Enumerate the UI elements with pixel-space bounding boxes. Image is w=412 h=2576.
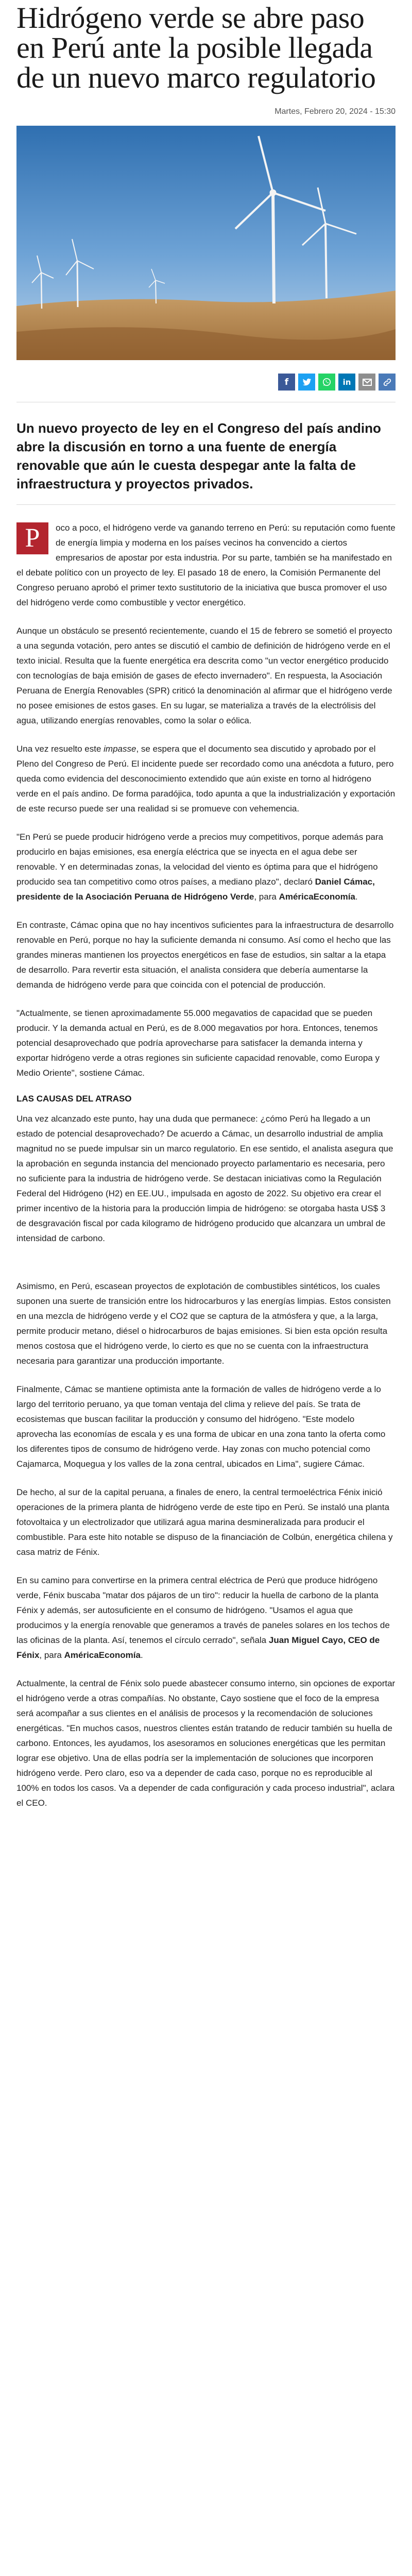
paragraph-10: De hecho, al sur de la capital peruana, a finales de enero, la central termoeléctrica Fénix inició operaciones de la primera planta de hidrógeno verde de este tipo en Perú. Se instaló una planta fotovoltaica y un electrolizador que utilizará agua marina desmineralizada para producir el combustible. Para este hito notable se dispuso de la financiación de Colbún, energética chilena y casa matriz de Fénix.	[16, 1487, 393, 1557]
paragraph-4-text-c: , para	[254, 892, 279, 902]
section-subhead: LAS CAUSAS DEL ATRASO	[16, 1094, 132, 1104]
paragraph-8: Asimismo, en Perú, escasean proyectos de explotación de combustibles sintéticos, los cuales suponen una suerte de transición entre los hidrocarburos y las energías limpias. Estos consisten en una mezcla de hidrógeno verde y el CO2 que se captura de la atmósfera y que, a la larga, permite producir metano, diésel o hidrocarburos de bajas emisiones. Si bien esta opción resulta menos costosa que el hidrógeno verde, lo cierto es que no se cuenta con la infraestructura necesaria para garantizar una producción importante.	[16, 1281, 391, 1366]
paragraph-11-bold-attribution: Juan Miguel Cayo, CEO de Fénix	[16, 1635, 380, 1660]
hero-image-wind-turbines	[16, 126, 396, 360]
paragraph-12: Actualmente, la central de Fénix solo puede abastecer consumo interno, sin opciones de exportar el hidrógeno verde a otras compañías. No obstante, Cayo sostiene que el foco de la empresa será acompañar a sus clientes en el análisis de procesos y la recomendación de soluciones energéticas. "En muchos casos, nuestros clientes están tratando de reducir también su huella de carbono. Entonces, les ayudamos, los asesoramos en soluciones energéticas que les permitan lograr ese objetivo. Una de ellas podría ser la implementación de soluciones que incorporen hidrógeno verde. Pero claro, eso va a depender de cada caso, porque no es reproducible al 100% en todos los casos. Va a depender de cada configuración y cada proceso industrial", aclara el CEO.	[16, 1679, 396, 1808]
paragraph-3-italic: impasse	[104, 744, 136, 754]
paragraph-1	[16, 520, 396, 610]
paragraph-11-text-e: .	[140, 1650, 143, 1660]
paragraph-3	[16, 741, 396, 816]
facebook-share-button[interactable]	[278, 374, 295, 391]
twitter-icon	[302, 378, 312, 387]
whatsapp-icon	[322, 377, 332, 387]
article-body	[16, 520, 396, 1810]
drop-cap: P	[16, 522, 48, 554]
divider	[16, 504, 396, 505]
copy-link-button[interactable]	[379, 374, 396, 391]
article-title: Hidrógeno verde se abre paso en Perú ante la posible llegada de un nuevo marco regulatorio	[16, 1, 376, 94]
whatsapp-share-button[interactable]	[318, 374, 335, 391]
linkedin-icon: in	[342, 377, 351, 387]
paragraph-9: Finalmente, Cámac se mantiene optimista ante la formación de valles de hidrógeno verde a lo largo del territorio peruano, ya que toman ventaja del clima y relieve del país. Se trata de ecosistemas que buscan facilitar la producción y consumo del hidrógeno. "Este modelo aprovecha las economías de escala y es una forma de ubicar en una zona tanto la oferta como los diferentes tipos de consumo de hidrógeno verde. Hay zonas con mucho potencial como Cajamarca, Moquegua y los valles de la zona central, ubicados en Lima", sugiere Cámac.	[16, 1384, 386, 1469]
paragraph-11-text-a: En su camino para convertirse en la primera central eléctrica de Perú que produce hidrógeno verde, Fénix buscaba "matar dos pájaros de un tiro": reducir la huella de carbono de la planta Fénix y además, ser autosuficiente en el consumo de hidrógeno. "Usamos el agua que producimos y la energía renovable que generamos a través de paneles solares en los techos de las oficinas de la planta. Así, tenemos el círculo cerrado", señala	[16, 1575, 390, 1645]
paragraph-2: Aunque un obstáculo se presentó recientemente, cuando el 15 de febrero se sometió el proyecto a una segunda votación, pero antes se discutió el cambio de definición de hidrógeno verde en el texto inicial. Resulta que la fuente energética era descrita como "un vector energético producido con tecnologías de baja emisión de gases de efecto invernadero". En respuesta, la Asociación Peruana de Energía Renovables (SPR) criticó la denominación al afirmar que el hidrógeno verde no posee emisiones de estos gases. En su lugar, se materializa a través de la electrólisis del agua, utilizando energías renovables, como la solar o eólica.	[16, 626, 392, 725]
paragraph-11-bold-publication: AméricaEconomía	[64, 1650, 141, 1660]
paragraph-7: Una vez alcanzado este punto, hay una duda que permanece: ¿cómo Perú ha llegado a un estado de potencial desaprovechado? De acuerdo a Cámac, un desarrollo industrial de amplia magnitud no se puede impulsar sin un marco regulatorio. En ese sentido, el analista asegura que la aprobación en segunda instancia del mencionado proyecto parlamentario es necesaria, pero no suficiente para la industria de hidrógeno verde. Se destacan iniciativas como la Regulación Federal del Hidrógeno (H2) en EE.UU., impulsada en agosto de 2022. Su objetivo era crear el primer incentivo de la historia para la producción limpia de hidrógeno: se otorgaba hasta US$ 3 de desgravación fiscal por cada kilogramo de hidrógeno producido que alcanzara un umbral de intensidad de carbono.	[16, 1114, 393, 1243]
share-bar	[16, 374, 396, 391]
paragraph-11	[16, 1573, 396, 1663]
paragraph-3-text-a: Una vez resuelto este	[16, 744, 104, 754]
envelope-icon	[363, 379, 372, 386]
paragraph-11-text-c: , para	[39, 1650, 64, 1660]
facebook-icon: f	[284, 377, 289, 387]
paragraph-5: En contraste, Cámac opina que no hay incentivos suficientes para la infraestructura de desarrollo renovable en Perú, porque no hay la suficiente demanda ni consumo. Así como el hecho que las grandes mineras mantienen los proyectos energéticos en fase de estudios, sin saltar a la etapa de desarrollo. Para revertir esta situación, el analista considera que debería aumentarse la demanda de hidrógeno verde para que coincida con el potencial de producción.	[16, 920, 394, 990]
paragraph-4-text-e: .	[355, 892, 358, 902]
paragraph-4-bold-attribution: Daniel Cámac, presidente de la Asociación Peruana de Hidrógeno Verde	[16, 877, 375, 902]
email-share-button[interactable]	[358, 374, 375, 391]
link-icon	[383, 378, 392, 387]
paragraph-3-text-b: , se espera que el documento sea discutido y aprobado por el Pleno del Congreso de Perú. El incidente puede ser recordado como una anécdota a futuro, pero queda como evidencia del desconocimiento extendido que aún existe en torno al hidrógeno verde en el país andino. De forma paradójica, todo apunta a que la industrialización y exportación de este recurso puede ser una realidad si se promueve con vehemencia.	[16, 744, 396, 814]
paragraph-4	[16, 829, 396, 904]
article-date: Martes, Febrero 20, 2024 - 15:30	[274, 107, 396, 116]
linkedin-share-button[interactable]	[338, 374, 355, 391]
paragraph-6: "Actualmente, se tienen aproximadamente 55.000 megavatios de capacidad que se pueden producir. Y la demanda actual en Perú, es de 8.000 megavatios por hora. Entonces, tenemos potencial desaprovechado que podría aprovecharse para satisfacer la demanda interna y exportar hidrógeno verde a otras regiones sin suficiente capacidad renovable, como Europa y Medio Oriente", sostiene Cámac.	[16, 1008, 380, 1078]
paragraph-4-bold-publication: AméricaEconomía	[279, 892, 355, 902]
twitter-share-button[interactable]	[298, 374, 315, 391]
paragraph-4-text-a: "En Perú se puede producir hidrógeno verde a precios muy competitivos, porque además para producirlo en bajas emisiones, esa energía eléctrica que se inyecta en el agua debe ser renovable. Y en determinadas zonas, la velocidad del viento es óptima para que el hidrógeno producido sea tan competitivo como otros países, a mediano plazo", declaró	[16, 832, 383, 887]
article-lead: Un nuevo proyecto de ley en el Congreso del país andino abre la discusión en torno a una fuente de energía renovable que aún le cuesta despegar ante la falta de infraestructura y proyectos privados.	[16, 420, 381, 492]
paragraph-1-text: oco a poco, el hidrógeno verde va ganando terreno en Perú: su reputación como fuente de energía limpia y moderna en los países vecinos ha convencido a ciertos empresarios de apostar por esta industria. Por su parte, también se ha manifestado en el debate político con un proyecto de ley. El pasado 18 de enero, la Comisión Permanente del Congreso peruano aprobó el primer texto sustitutorio de la iniciativa que busca promover el uso del hidrógeno verde como combustible y vector energético.	[16, 523, 396, 607]
